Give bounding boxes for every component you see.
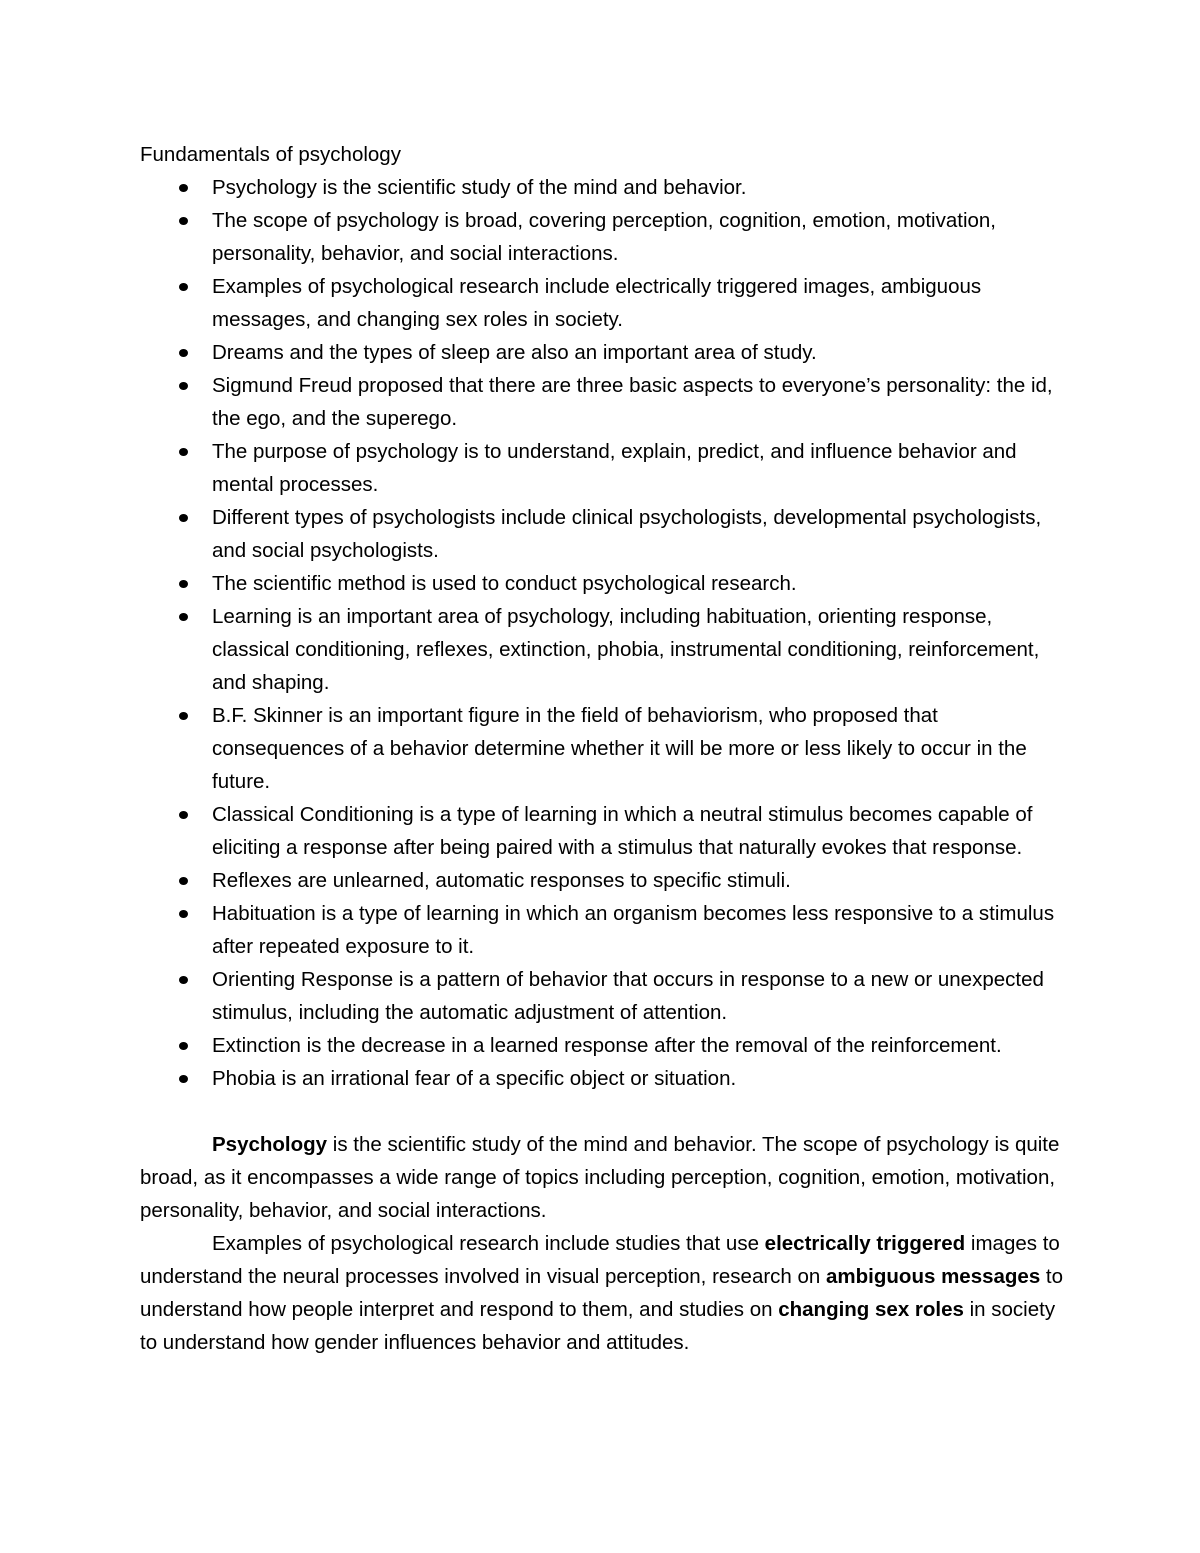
list-item: Phobia is an irrational fear of a specific object or situation. (212, 1062, 1065, 1095)
list-item: Different types of psychologists include clinical psychologists, developmental psychologists, and social psychologists. (212, 501, 1065, 567)
paragraph-research-examples: Examples of psychological research include studies that use electrically triggered images to understand the neural processes involved in visual perception, research on ambiguous messages to understand how people interpret and respond to them, and studies on changing sex roles in society to understand how gender influences behavior and attitudes. (140, 1232, 1064, 1354)
bullet-icon (179, 184, 188, 192)
list-item: The scientific method is used to conduct psychological research. (212, 567, 1065, 600)
list-item: Orienting Response is a pattern of behavior that occurs in response to a new or unexpected stimulus, including the automatic adjustment of attention. (212, 963, 1065, 1029)
bullet-icon (179, 1042, 188, 1050)
list-item: Reflexes are unlearned, automatic responses to specific stimuli. (212, 864, 1065, 897)
list-item: B.F. Skinner is an important figure in the field of behaviorism, who proposed that consequences of a behavior determine whether it will be more or less likely to occur in the future. (212, 699, 1065, 798)
bullet-icon (179, 217, 188, 225)
bold-term: changing sex roles (778, 1298, 964, 1321)
paragraph-psychology: Psychology is the scientific study of the mind and behavior. The scope of psychology is quite broad, as it encompasses a wide range of topics including perception, cognition, emotion, motivation, personality, behavior, and social interactions. (140, 1133, 1060, 1222)
bullet-icon (179, 382, 188, 390)
list-item: Sigmund Freud proposed that there are three basic aspects to everyone’s personality: the id, the ego, and the superego. (212, 369, 1065, 435)
bullet-icon (179, 910, 188, 918)
blank-line (140, 1095, 1065, 1128)
list-item: Learning is an important area of psychology, including habituation, orienting response, classical conditioning, reflexes, extinction, phobia, instrumental conditioning, reinforcement, and shaping. (212, 600, 1065, 699)
bold-term: ambiguous messages (826, 1265, 1041, 1288)
document-title: Fundamentals of psychology (140, 143, 401, 166)
bullet-icon (179, 514, 188, 522)
bullet-icon (179, 349, 188, 357)
bullet-icon (179, 1075, 188, 1083)
bullet-icon (179, 877, 188, 885)
bold-term: electrically triggered (764, 1232, 966, 1255)
list-item: Psychology is the scientific study of the mind and behavior. (212, 171, 1065, 204)
bullet-icon (179, 811, 188, 819)
list-item: The scope of psychology is broad, covering perception, cognition, emotion, motivation, personality, behavior, and social interactions. (212, 204, 1065, 270)
list-item: Habituation is a type of learning in which an organism becomes less responsive to a stimulus after repeated exposure to it. (212, 897, 1065, 963)
list-item: Extinction is the decrease in a learned response after the removal of the reinforcement. (212, 1029, 1065, 1062)
bold-term: Psychology (212, 1133, 328, 1156)
list-item: Examples of psychological research include electrically triggered images, ambiguous messages, and changing sex roles in society. (212, 270, 1065, 336)
bullet-icon (179, 712, 188, 720)
bullet-icon (179, 448, 188, 456)
bullet-icon (179, 976, 188, 984)
bullet-icon (179, 613, 188, 621)
list-item: Dreams and the types of sleep are also an important area of study. (212, 336, 1065, 369)
document-page (140, 138, 1065, 1359)
bullet-list (140, 171, 1065, 1095)
list-item: The purpose of psychology is to understand, explain, predict, and influence behavior and mental processes. (212, 435, 1065, 501)
bullet-icon (179, 580, 188, 588)
list-item: Classical Conditioning is a type of learning in which a neutral stimulus becomes capable of eliciting a response after being paired with a stimulus that naturally evokes that response. (212, 798, 1065, 864)
bullet-icon (179, 283, 188, 291)
